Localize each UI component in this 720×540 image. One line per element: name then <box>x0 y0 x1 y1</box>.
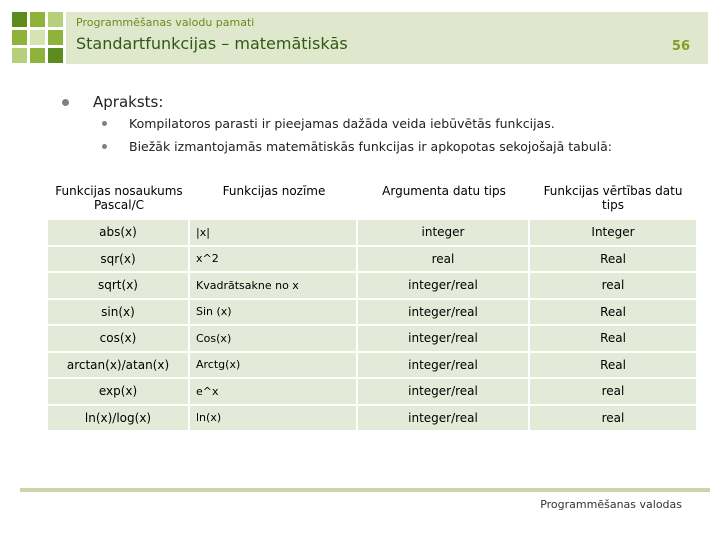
logo-square <box>48 48 63 63</box>
return-type-cell: real <box>530 273 696 298</box>
bullet-text: Biežāk izmantojamās matemātiskās funkcijas ir apkopotas sekojošajā tabulā: <box>129 139 613 154</box>
function-name-cell: ln(x)/log(x) <box>48 406 190 431</box>
argument-type-cell: integer/real <box>358 300 530 325</box>
function-meaning-cell: Cos(x) <box>190 326 358 351</box>
logo-square <box>30 12 45 27</box>
function-meaning-cell: ln(x) <box>190 406 358 431</box>
function-meaning-cell: Arctg(x) <box>190 353 358 378</box>
function-meaning-cell: |x| <box>190 220 358 245</box>
slide-title: Standartfunkcijas – matemātiskās <box>76 34 348 53</box>
column-header: Funkcijas nozīme <box>222 184 326 198</box>
table-row <box>48 326 696 351</box>
functions-table <box>48 178 696 432</box>
return-type-cell: Real <box>530 353 696 378</box>
argument-type-cell: integer <box>358 220 530 245</box>
bullet-dot-icon <box>102 121 107 126</box>
argument-type-cell: integer/real <box>358 273 530 298</box>
function-meaning-cell: Kvadrātsakne no x <box>190 273 358 298</box>
function-name-cell: exp(x) <box>48 379 190 404</box>
function-meaning-cell: x^2 <box>190 247 358 272</box>
table-row <box>48 379 696 404</box>
return-type-cell: Integer <box>530 220 696 245</box>
function-name-cell: arctan(x)/atan(x) <box>48 353 190 378</box>
return-type-cell: Real <box>530 247 696 272</box>
function-name-cell: cos(x) <box>48 326 190 351</box>
bullet-item <box>102 139 612 154</box>
bullet-heading <box>62 93 163 111</box>
function-name-cell: sqrt(x) <box>48 273 190 298</box>
argument-type-cell: real <box>358 247 530 272</box>
function-name-cell: abs(x) <box>48 220 190 245</box>
function-meaning-cell: e^x <box>190 379 358 404</box>
bullet-dot-icon <box>62 99 69 106</box>
logo-square <box>48 30 63 45</box>
argument-type-cell: integer/real <box>358 353 530 378</box>
column-header: Funkcijas nosaukums Pascal/C <box>55 184 183 212</box>
logo-square <box>12 48 27 63</box>
function-meaning-cell: Sin (x) <box>190 300 358 325</box>
page-number: 56 <box>671 39 690 54</box>
table-row <box>48 220 696 245</box>
function-name-cell: sin(x) <box>48 300 190 325</box>
table-row <box>48 247 696 272</box>
logo-square <box>12 12 27 27</box>
logo-square <box>30 30 45 45</box>
bullet-text: Kompilatoros parasti ir pieejamas dažāda veida iebūvētās funkcijas. <box>129 116 555 131</box>
table-row <box>48 406 696 431</box>
argument-type-cell: integer/real <box>358 326 530 351</box>
footer-divider <box>20 488 710 492</box>
logo-square <box>12 30 27 45</box>
table-row <box>48 273 696 298</box>
argument-type-cell: integer/real <box>358 406 530 431</box>
table-row <box>48 300 696 325</box>
bullet-item <box>102 116 555 131</box>
table-row <box>48 353 696 378</box>
column-header: Argumenta datu tips <box>382 184 506 198</box>
column-header: Funkcijas vērtības datu tips <box>543 184 683 212</box>
slide-subtitle: Programmēšanas valodu pamati <box>76 16 255 29</box>
return-type-cell: Real <box>530 326 696 351</box>
return-type-cell: real <box>530 406 696 431</box>
footer-text: Programmēšanas valodas <box>540 498 682 511</box>
logo-square <box>30 48 45 63</box>
return-type-cell: Real <box>530 300 696 325</box>
bullet-dot-icon <box>102 144 107 149</box>
return-type-cell: real <box>530 379 696 404</box>
function-name-cell: sqr(x) <box>48 247 190 272</box>
logo-grid <box>12 12 64 64</box>
table-header-row <box>48 180 696 218</box>
argument-type-cell: integer/real <box>358 379 530 404</box>
heading-text: Apraksts: <box>93 93 164 111</box>
logo-square <box>48 12 63 27</box>
